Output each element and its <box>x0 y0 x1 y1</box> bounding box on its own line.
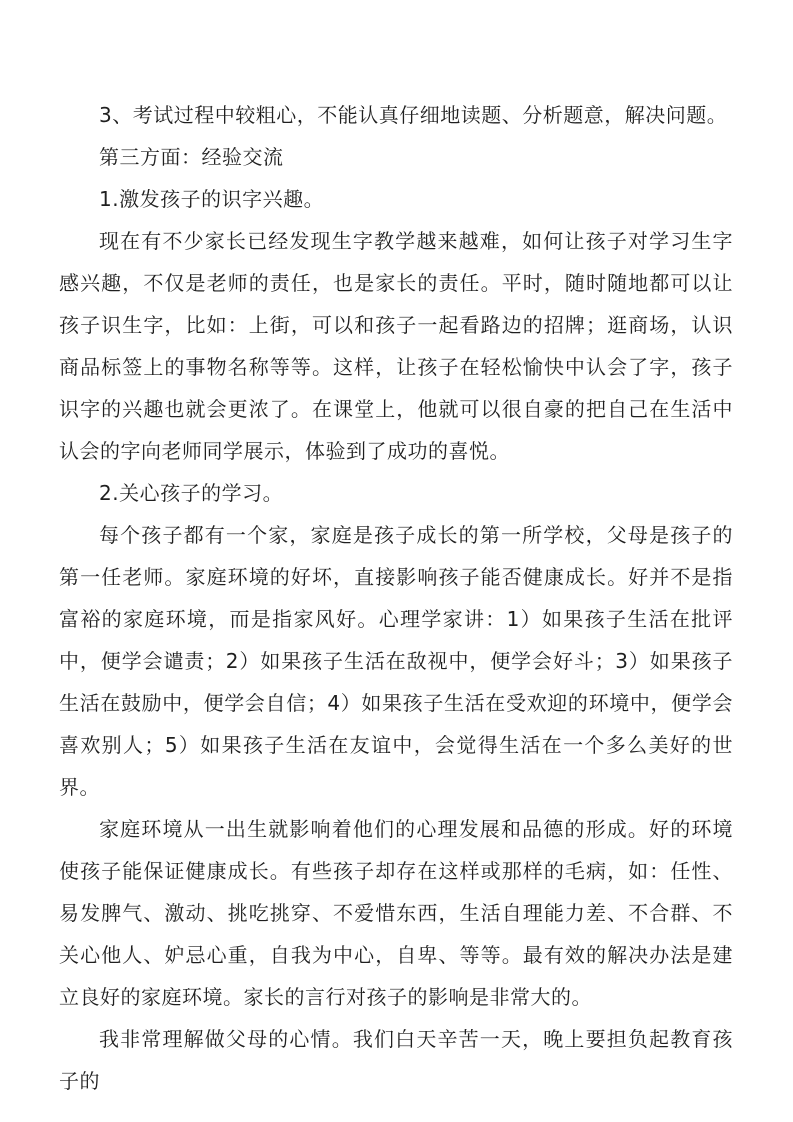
paragraph-environment-influence: 家庭环境从一出生就影响着他们的心理发展和品德的形成。好的环境使孩子能保证健康成长。有些孩子却存在这样或那样的毛病，如：任性、易发脾气、激动、挑吃挑穿、不爱惜东西，生活自理能力差、不合群、不关心他人、妒忌心重，自我为中心，自卑、等等。最有效的解决办法是建立良好的家庭环境。家长的言行对孩子的影响是非常大的。 <box>59 817 733 1009</box>
paragraph-exam-carelessness: 3、考试过程中较粗心，不能认真仔细地读题、分析题意，解决问题。 <box>99 103 728 127</box>
subheading-care-about-learning: 2.关心孩子的学习。 <box>99 481 284 505</box>
paragraph-literacy-interest-body: 现在有不少家长已经发现生字教学越来越难，如何让孩子对学习生字感兴趣，不仅是老师的责任，也是家长的责任。平时，随时随地都可以让孩子识生字，比如：上街，可以和孩子一起看路边的招牌；逛商场，认识商品标签上的事物名称等等。这样，让孩子在轻松愉快中认会了字，孩子识字的兴趣也就会更浓了。在课堂上，他就可以很自豪的把自己在生活中认会的字向老师同学展示，体验到了成功的喜悦。 <box>59 229 733 463</box>
text-content <box>59 94 733 1102</box>
paragraph-family-environment: 每个孩子都有一个家，家庭是孩子成长的第一所学校，父母是孩子的第一任老师。家庭环境的好坏，直接影响孩子能否健康成长。好并不是指富裕的家庭环境，而是指家风好。心理学家讲：1）如果孩子生活在批评中，便学会谴责；2）如果孩子生活在敌视中，便学会好斗；3）如果孩子生活在鼓励中，便学会自信；4）如果孩子生活在受欢迎的环境中，便学会喜欢别人；5）如果孩子生活在友谊中，会觉得生活在一个多么美好的世界。 <box>59 523 733 799</box>
paragraph-understanding-parents: 我非常理解做父母的心情。我们白天辛苦一天，晚上要担负起教育孩子的 <box>59 1027 733 1093</box>
section-heading-experience-exchange: 第三方面：经验交流 <box>99 145 284 169</box>
subheading-literacy-interest: 1.激发孩子的识字兴趣。 <box>99 187 325 211</box>
